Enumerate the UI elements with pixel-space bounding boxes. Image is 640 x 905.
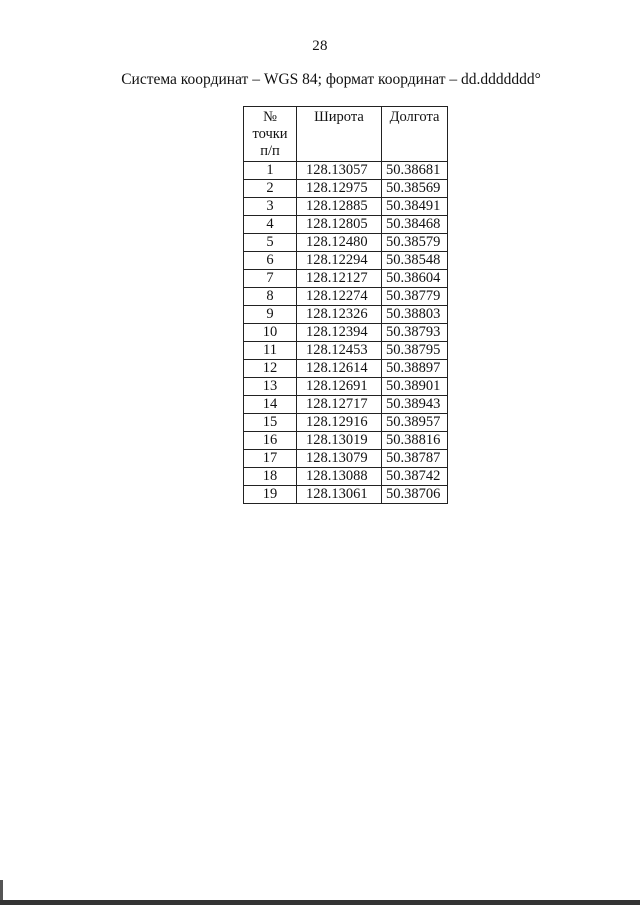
longitude-value: 50.38491 xyxy=(382,198,448,216)
table-row xyxy=(244,378,448,396)
point-number: 16 xyxy=(244,432,297,450)
table-row xyxy=(244,306,448,324)
header-num-line1: № xyxy=(263,109,277,125)
longitude-value: 50.38569 xyxy=(382,180,448,198)
header-point-number xyxy=(244,107,297,162)
latitude-value: 128.12326 xyxy=(297,306,382,324)
longitude-value: 50.38548 xyxy=(382,252,448,270)
longitude-value: 50.38795 xyxy=(382,342,448,360)
header-latitude: Широта xyxy=(297,107,382,162)
table-row xyxy=(244,432,448,450)
latitude-value: 128.12453 xyxy=(297,342,382,360)
point-number: 14 xyxy=(244,396,297,414)
longitude-value: 50.38468 xyxy=(382,216,448,234)
latitude-value: 128.12294 xyxy=(297,252,382,270)
point-number: 12 xyxy=(244,360,297,378)
point-number: 8 xyxy=(244,288,297,306)
table-row xyxy=(244,486,448,504)
longitude-value: 50.38681 xyxy=(382,162,448,180)
point-number: 17 xyxy=(244,450,297,468)
latitude-value: 128.13088 xyxy=(297,468,382,486)
latitude-value: 128.13019 xyxy=(297,432,382,450)
longitude-value: 50.38793 xyxy=(382,324,448,342)
scan-bottom-edge xyxy=(0,900,640,905)
point-number: 1 xyxy=(244,162,297,180)
point-number: 9 xyxy=(244,306,297,324)
latitude-value: 128.13061 xyxy=(297,486,382,504)
longitude-value: 50.38897 xyxy=(382,360,448,378)
table-row xyxy=(244,396,448,414)
table-row xyxy=(244,252,448,270)
point-number: 3 xyxy=(244,198,297,216)
point-number: 7 xyxy=(244,270,297,288)
latitude-value: 128.13057 xyxy=(297,162,382,180)
table-row xyxy=(244,216,448,234)
coordinate-system-caption: Система координат – WGS 84; формат координат – dd.ddddddd° xyxy=(121,71,541,88)
coordinates-table xyxy=(243,106,448,504)
longitude-value: 50.38706 xyxy=(382,486,448,504)
point-number: 18 xyxy=(244,468,297,486)
latitude-value: 128.12480 xyxy=(297,234,382,252)
header-longitude: Долгота xyxy=(382,107,448,162)
point-number: 2 xyxy=(244,180,297,198)
longitude-value: 50.38943 xyxy=(382,396,448,414)
longitude-value: 50.38787 xyxy=(382,450,448,468)
latitude-value: 128.12691 xyxy=(297,378,382,396)
longitude-value: 50.38957 xyxy=(382,414,448,432)
latitude-value: 128.12614 xyxy=(297,360,382,378)
latitude-value: 128.12274 xyxy=(297,288,382,306)
longitude-value: 50.38579 xyxy=(382,234,448,252)
longitude-value: 50.38816 xyxy=(382,432,448,450)
table-header-row xyxy=(244,107,448,162)
latitude-value: 128.13079 xyxy=(297,450,382,468)
latitude-value: 128.12805 xyxy=(297,216,382,234)
table-row xyxy=(244,198,448,216)
longitude-value: 50.38742 xyxy=(382,468,448,486)
table-row xyxy=(244,324,448,342)
table-row xyxy=(244,162,448,180)
table-row xyxy=(244,180,448,198)
table-row xyxy=(244,288,448,306)
table-row xyxy=(244,450,448,468)
table-row xyxy=(244,342,448,360)
latitude-value: 128.12127 xyxy=(297,270,382,288)
table-row xyxy=(244,468,448,486)
longitude-value: 50.38901 xyxy=(382,378,448,396)
table-row xyxy=(244,234,448,252)
longitude-value: 50.38604 xyxy=(382,270,448,288)
point-number: 10 xyxy=(244,324,297,342)
header-num-line2: точки xyxy=(252,126,288,142)
table-row xyxy=(244,360,448,378)
longitude-value: 50.38803 xyxy=(382,306,448,324)
latitude-value: 128.12717 xyxy=(297,396,382,414)
point-number: 4 xyxy=(244,216,297,234)
latitude-value: 128.12916 xyxy=(297,414,382,432)
point-number: 5 xyxy=(244,234,297,252)
point-number: 13 xyxy=(244,378,297,396)
header-num-line3: п/п xyxy=(260,143,280,159)
table-row xyxy=(244,414,448,432)
table-row xyxy=(244,270,448,288)
point-number: 15 xyxy=(244,414,297,432)
latitude-value: 128.12885 xyxy=(297,198,382,216)
latitude-value: 128.12394 xyxy=(297,324,382,342)
point-number: 11 xyxy=(244,342,297,360)
point-number: 19 xyxy=(244,486,297,504)
point-number: 6 xyxy=(244,252,297,270)
page-number: 28 xyxy=(312,38,328,54)
latitude-value: 128.12975 xyxy=(297,180,382,198)
longitude-value: 50.38779 xyxy=(382,288,448,306)
